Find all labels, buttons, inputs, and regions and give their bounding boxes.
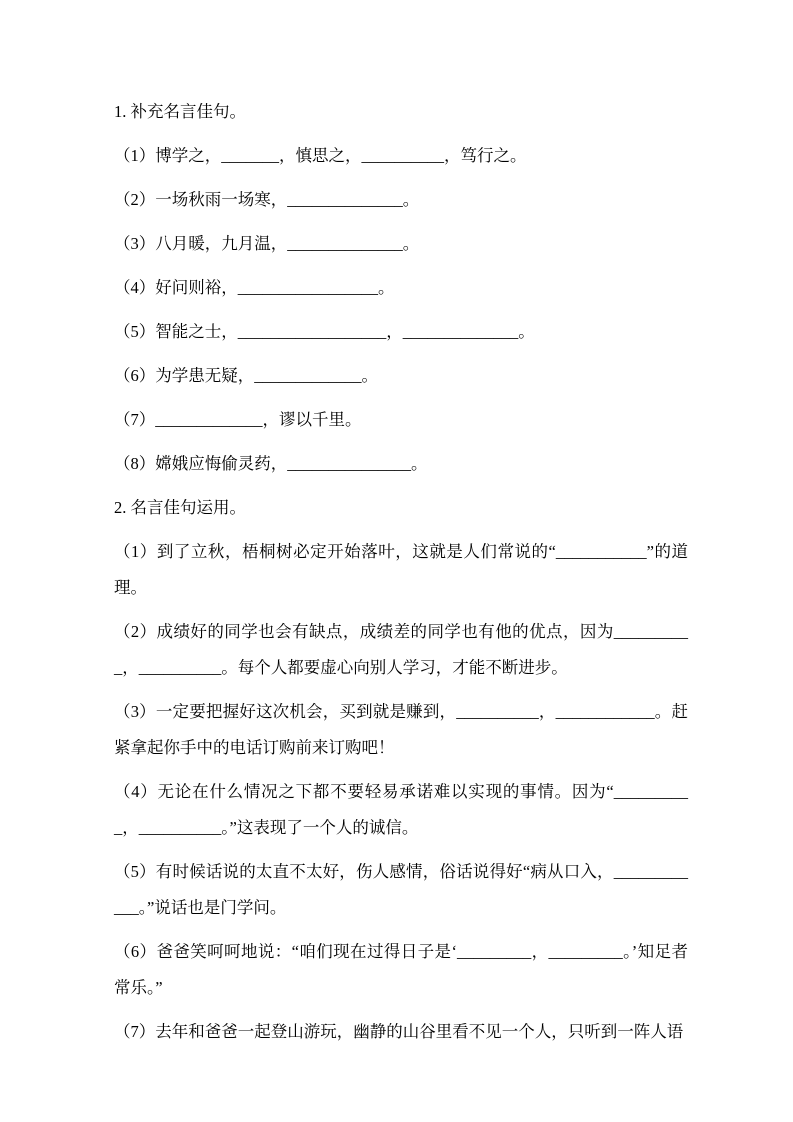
section-1-question-6: （6）为学患无疑，_____________。 [114,366,378,385]
section-2-question-4: （4）无论在什么情况之下都不要轻易承诺难以实现的事情。因为“__________，__________。”这表现了一个人的诚信。 [114,782,688,837]
section-2-question-3: （3）一定要把握好这次机会，买到就是赚到，__________，____________。赶紧拿起你手中的电话订购前来订购吧！ [114,702,689,757]
section-2-question-2: （2）成绩好的同学也会有缺点，成绩差的同学也有他的优点，因为__________，__________。每个人都要虚心向别人学习，才能不断进步。 [114,622,688,677]
section-1-question-5: （5）智能之士，__________________，______________。 [114,322,535,341]
section-1-question-8: （8）嫦娥应悔偷灵药，_______________。 [114,454,428,473]
section-1-heading: 1. 补充名言佳句。 [114,102,246,121]
section-1-question-3: （3）八月暖，九月温，______________。 [114,234,420,253]
section-2-question-7: （7）去年和爸爸一起登山游玩，幽静的山谷里看不见一个人，只听到一阵人语 [114,1022,684,1041]
section-1-question-7: （7）_____________，谬以千里。 [114,410,362,429]
section-2-question-1: （1）到了立秋，梧桐树必定开始落叶，这就是人们常说的“___________”的道理。 [114,542,688,597]
section-2-heading: 2. 名言佳句运用。 [114,498,246,517]
section-1-question-1: （1）博学之，_______，慎思之，__________，笃行之。 [114,146,527,165]
worksheet-content [114,94,688,1058]
section-2-question-5: （5）有时候话说的太直不太好，伤人感情，俗话说得好“病从口入，____________。”说话也是门学问。 [114,862,688,917]
section-1-question-4: （4）好问则裕，_________________。 [114,278,395,297]
section-2-question-6: （6）爸爸笑呵呵地说：“咱们现在过得日子是‘_________，_________。’知足者常乐。” [114,942,688,997]
section-1-question-2: （2）一场秋雨一场寒，______________。 [114,190,420,209]
